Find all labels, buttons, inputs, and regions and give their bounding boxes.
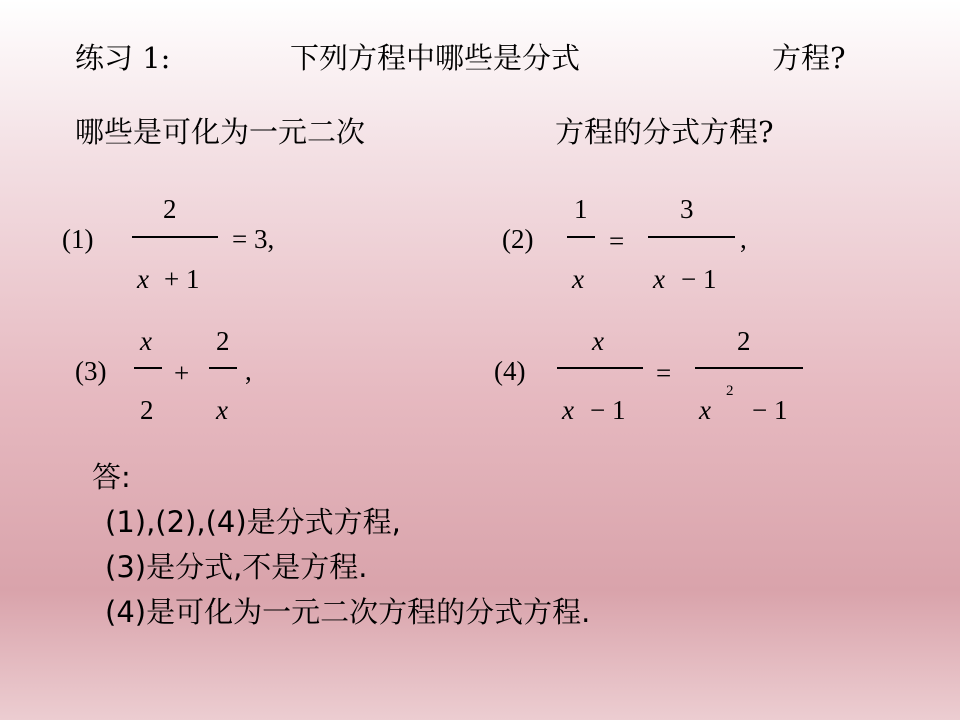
equation-3-fraction2-denominator: x <box>216 395 228 425</box>
equation-2-fraction1-bar <box>567 236 595 238</box>
answer-line-1: (1),(2),(4)是分式方程, <box>105 505 401 539</box>
equation-2-comma: , <box>740 224 747 254</box>
equation-4-fraction2-bar <box>695 367 803 369</box>
equation-3-fraction1-denominator: 2 <box>140 395 154 425</box>
equation-2-label: (2) <box>502 224 534 254</box>
equation-2-fraction2-denominator-rest: − 1 <box>681 264 717 294</box>
equation-4-fraction2-denominator-rest: − 1 <box>752 395 788 425</box>
equation-4-fraction1-numerator: x <box>592 326 604 356</box>
equation-1-rhs: = 3, <box>232 224 275 254</box>
equation-3-fraction1-bar <box>134 367 162 369</box>
equation-2-equals: = <box>609 226 625 256</box>
equation-4-label: (4) <box>494 356 526 386</box>
question-line2-end: 方程的分式方程? <box>555 115 774 149</box>
equation-3-fraction2-bar <box>209 367 237 369</box>
equation-4-fraction2-denominator-variable: x <box>699 395 711 425</box>
equation-3-plus: + <box>174 358 190 388</box>
equation-2-fraction2-denominator-variable: x <box>653 264 665 294</box>
equation-4-fraction2-numerator: 2 <box>737 326 751 356</box>
equation-4-fraction2-exponent: 2 <box>726 383 734 399</box>
equation-4-fraction1-denominator-rest: − 1 <box>590 395 626 425</box>
equation-1-fraction-bar <box>132 236 218 238</box>
question-line1-text: 下列方程中哪些是分式 <box>290 41 581 75</box>
question-line2-text: 哪些是可化为一元二次 <box>75 115 366 149</box>
equation-2-fraction2-bar <box>648 236 735 238</box>
equation-4-equals: = <box>656 358 672 388</box>
equation-3-fraction1-numerator: x <box>140 326 152 356</box>
equation-1-denominator-rest: + 1 <box>164 264 200 294</box>
equation-1-numerator: 2 <box>163 194 177 224</box>
equation-2-fraction1-numerator: 1 <box>574 194 588 224</box>
equation-1-label: (1) <box>62 224 94 254</box>
equation-3-label: (3) <box>75 356 107 386</box>
answer-line-2: (3)是分式,不是方程. <box>105 550 368 584</box>
equation-4-fraction1-bar <box>557 367 643 369</box>
equation-3-comma: , <box>245 356 252 386</box>
equation-1-denominator-variable: x <box>137 264 149 294</box>
question-line1-end: 方程? <box>772 41 846 75</box>
equation-2-fraction1-denominator: x <box>572 264 584 294</box>
equation-2-fraction2-numerator: 3 <box>680 194 694 224</box>
equation-3-fraction2-numerator: 2 <box>216 326 230 356</box>
answer-line-3: (4)是可化为一元二次方程的分式方程. <box>105 595 591 629</box>
exercise-label: 练习 1: <box>75 41 171 75</box>
equation-4-fraction1-denominator-variable: x <box>562 395 574 425</box>
answer-title: 答: <box>92 460 131 494</box>
